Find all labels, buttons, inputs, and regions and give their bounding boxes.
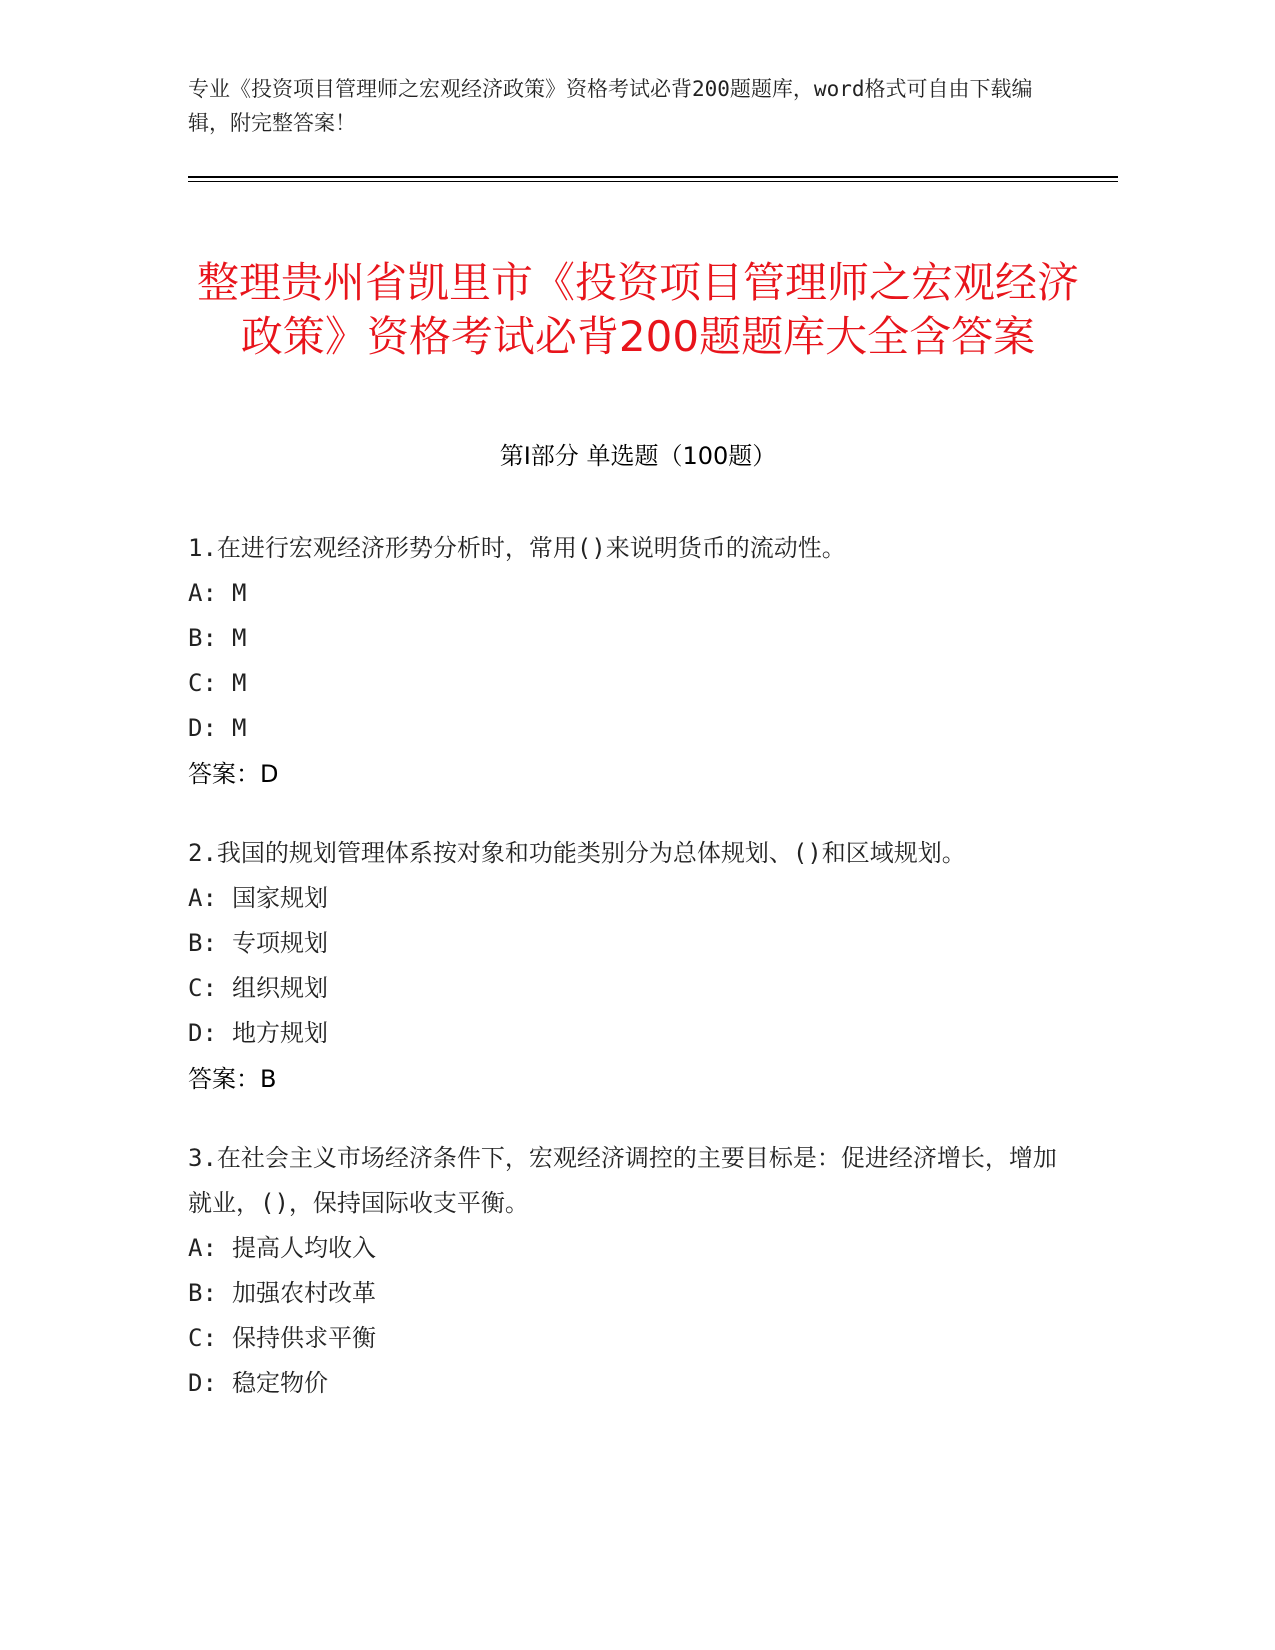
option-d <box>188 706 1068 751</box>
question-text: 2.我国的规划管理体系按对象和功能类别分为总体规划、()和区域规划。 <box>188 839 966 867</box>
option-letter: B: <box>188 929 217 957</box>
option-a <box>188 571 1068 616</box>
question-text: 3.在社会主义市场经济条件下，宏观经济调控的主要目标是：促进经济增长，增加就业，()，保持国际收支平衡。 <box>188 1144 1057 1217</box>
option-letter: B: <box>188 624 217 652</box>
option-b <box>188 616 1068 661</box>
option-letter: C: <box>188 974 217 1002</box>
option-letter: D: <box>188 1369 217 1397</box>
option-a <box>188 1226 1068 1271</box>
question-3 <box>188 1136 1068 1406</box>
header-divider-thin <box>188 181 1118 182</box>
option-d <box>188 1011 1068 1056</box>
option-c <box>188 661 1068 706</box>
option-letter: A: <box>188 579 217 607</box>
option-c <box>188 966 1068 1011</box>
option-text: M <box>232 579 247 607</box>
option-text: M <box>232 714 247 742</box>
option-letter: A: <box>188 884 217 912</box>
option-letter: D: <box>188 714 217 742</box>
section-heading: 第Ⅰ部分 单选题（100题） <box>499 442 777 470</box>
option-d <box>188 1361 1068 1406</box>
option-text: 专项规划 <box>232 929 328 957</box>
option-letter: C: <box>188 1324 217 1352</box>
option-a <box>188 876 1068 921</box>
option-b <box>188 1271 1068 1316</box>
option-text: 加强农村改革 <box>232 1279 376 1307</box>
option-text: M <box>232 624 247 652</box>
option-text: 组织规划 <box>232 974 328 1002</box>
option-letter: A: <box>188 1234 217 1262</box>
option-c <box>188 1316 1068 1361</box>
option-letter: D: <box>188 1019 217 1047</box>
option-text: 地方规划 <box>232 1019 328 1047</box>
question-2 <box>188 831 1068 1102</box>
option-text: 保持供求平衡 <box>232 1324 376 1352</box>
option-b <box>188 921 1068 966</box>
option-text: 国家规划 <box>232 884 328 912</box>
header-note: 专业《投资项目管理师之宏观经济政策》资格考试必背200题题库，word格式可自由下载编辑，附完整答案！ <box>188 77 1033 135</box>
header-divider <box>188 176 1118 178</box>
question-text: 1.在进行宏观经济形势分析时，常用()来说明货币的流动性。 <box>188 534 846 562</box>
document-title: 整理贵州省凯里市《投资项目管理师之宏观经济政策》资格考试必背200题题库大全含答案 <box>196 258 1079 362</box>
option-letter: C: <box>188 669 217 697</box>
answer-line: 答案：D <box>188 760 279 788</box>
answer-line: 答案：B <box>188 1065 277 1093</box>
question-1 <box>188 526 1068 797</box>
option-text: 提高人均收入 <box>232 1234 376 1262</box>
option-letter: B: <box>188 1279 217 1307</box>
option-text: M <box>232 669 247 697</box>
option-text: 稳定物价 <box>232 1369 328 1397</box>
question-list <box>188 526 1068 1440</box>
